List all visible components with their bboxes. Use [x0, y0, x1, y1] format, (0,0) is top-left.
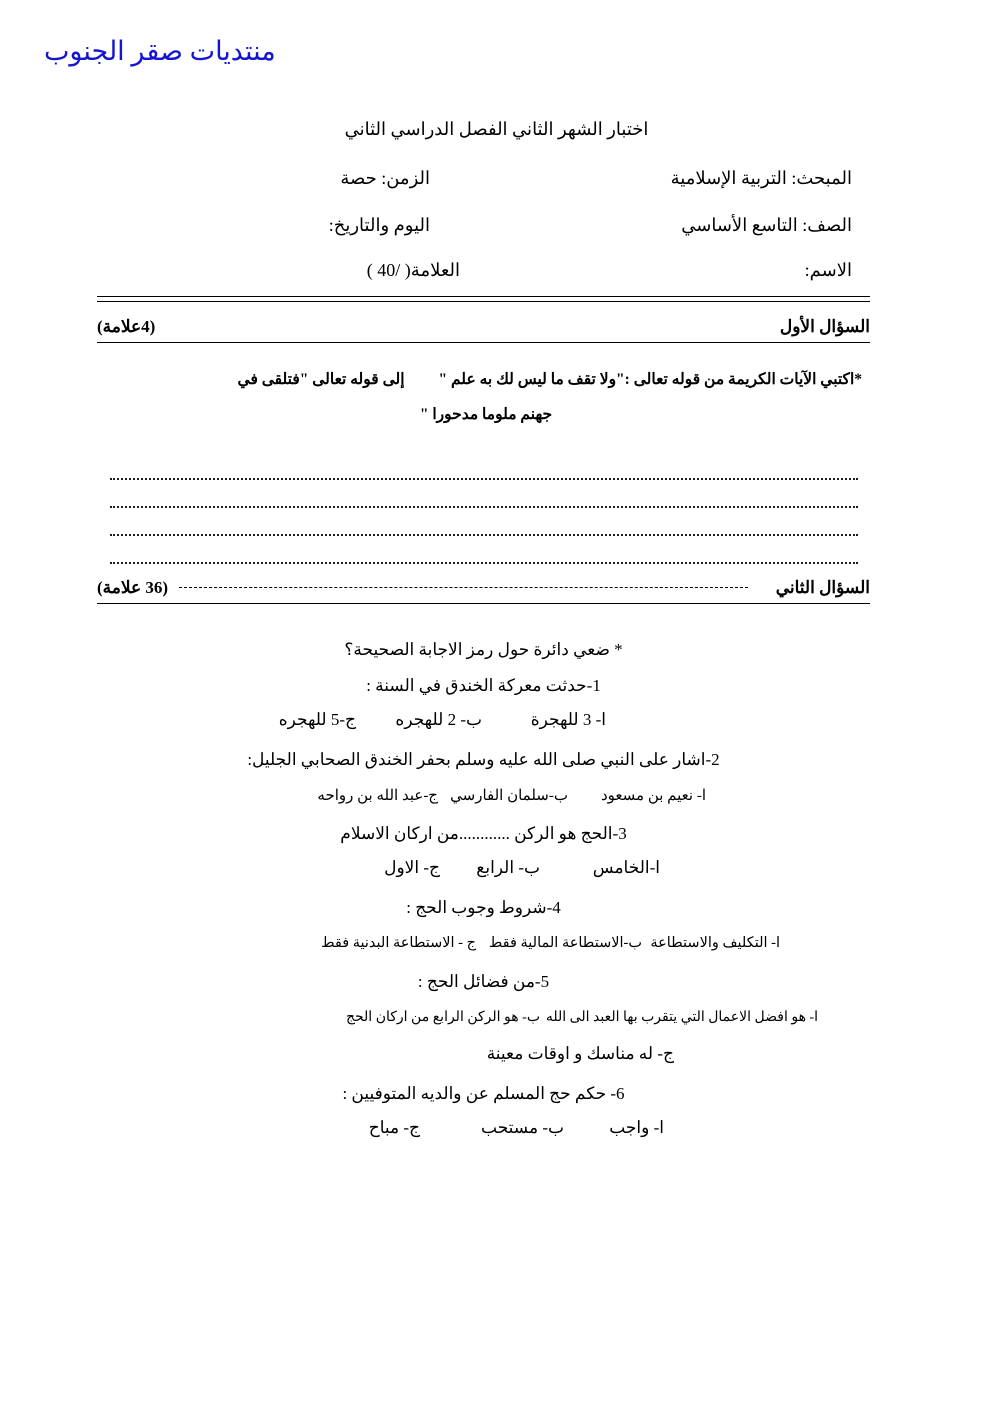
question-two-marks: (36 علامة): [97, 578, 169, 597]
option-b[interactable]: ب-سلمان الفارسي: [450, 788, 568, 804]
question-5-options-row2: [97, 1038, 870, 1076]
option-c[interactable]: ج-5 للهجره: [278, 710, 356, 729]
option-b[interactable]: ب- مستحب: [481, 1118, 564, 1137]
option-b[interactable]: ب- 2 للهجره: [395, 710, 482, 729]
heading-dash-rule: [179, 587, 748, 588]
forum-watermark: منتديات صقر الجنوب: [44, 36, 276, 66]
date-field: اليوم والتاريخ:: [328, 215, 430, 235]
answer-line[interactable]: [110, 480, 858, 508]
option-c[interactable]: ج-عبد الله بن رواحه: [317, 788, 438, 804]
question-2-options: [97, 778, 870, 816]
student-name-field: الاسم:: [804, 260, 852, 280]
option-c[interactable]: ج- الاول: [384, 858, 440, 877]
header-row-subject: [97, 168, 870, 196]
question-4-options: [97, 926, 870, 964]
total-mark-field: العلامة( /40 ): [366, 260, 460, 280]
question-two-heading: [97, 578, 870, 604]
question-2-stem: 2-اشار على النبي صلى الله عليه وسلم بحفر الخندق الصحابي الجليل:: [247, 750, 720, 769]
option-a[interactable]: ا- واجب: [609, 1118, 664, 1137]
subject-field: المبحث: التربية الإسلامية: [670, 168, 852, 188]
header-divider: [97, 296, 870, 302]
question-two-label: السؤال الثاني: [775, 578, 870, 597]
question-1-stem: 1-حدثت معركة الخندق في السنة :: [366, 676, 601, 695]
option-b[interactable]: ب-الاستطاعة المالية فقط: [488, 935, 642, 951]
question-one-label: السؤال الأول: [779, 317, 870, 336]
question-one-marks: (4علامة): [97, 317, 156, 336]
option-a[interactable]: ا- 3 للهجرة: [530, 710, 606, 729]
question-one-answer-area[interactable]: [110, 452, 858, 564]
option-a[interactable]: ا- التكليف والاستطاعة: [650, 935, 780, 951]
multiple-choice-section: [97, 632, 870, 1150]
question-one-prompt: [110, 362, 862, 432]
answer-line[interactable]: [110, 452, 858, 480]
document-title: اختبار الشهر الثاني الفصل الدراسي الثاني: [344, 119, 649, 139]
question-one-heading: [97, 317, 870, 343]
class-field: الصف: التاسع الأساسي: [681, 215, 852, 235]
answer-line[interactable]: [110, 536, 858, 564]
question-3-options: [97, 852, 870, 890]
option-c[interactable]: ج- مباح: [368, 1118, 420, 1137]
answer-line[interactable]: [110, 508, 858, 536]
question-4-stem: 4-شروط وجوب الحج :: [406, 898, 561, 917]
duration-field: الزمن: حصة: [340, 168, 430, 188]
option-b[interactable]: ب- الرابع: [476, 858, 540, 877]
header-row-grade: [97, 215, 870, 243]
question-5-options-row1: [97, 1000, 870, 1038]
mcq-instruction: * ضعي دائرة حول رمز الاجابة الصحيحة؟: [344, 640, 623, 659]
question-6-options: [97, 1112, 870, 1150]
question-one-prompt-tail: إلى قوله تعالى "فتلقى في: [237, 371, 405, 388]
option-c[interactable]: ج- له مناسك و اوقات معينة: [486, 1044, 674, 1063]
option-b[interactable]: ب- هو الركن الرابع من اركان الحج: [345, 1010, 540, 1025]
option-a[interactable]: ا- نعيم بن مسعود: [600, 788, 706, 804]
question-1-options: [97, 704, 870, 742]
question-6-stem: 6- حكم حج المسلم عن والديه المتوفيين :: [342, 1084, 625, 1103]
option-c[interactable]: ج - الاستطاعة البدنية فقط: [321, 935, 476, 951]
question-3-stem: 3-الحج هو الركن ............من اركان الاسلام: [340, 824, 627, 843]
question-5-stem: 5-من فضائل الحج :: [417, 972, 550, 991]
option-a[interactable]: ا-الخامس: [592, 858, 660, 877]
question-one-prompt-line2: جهنم ملوما مدحورا ": [419, 406, 553, 423]
header-row-name: [97, 260, 870, 288]
question-one-prompt-line1: *اكتبي الآيات الكريمة من قوله تعالى :"ولا تقف ما ليس لك به علم ": [438, 371, 862, 388]
option-a[interactable]: ا- هو افضل الاعمال التي يتقرب بها العبد الى الله: [545, 1010, 818, 1025]
